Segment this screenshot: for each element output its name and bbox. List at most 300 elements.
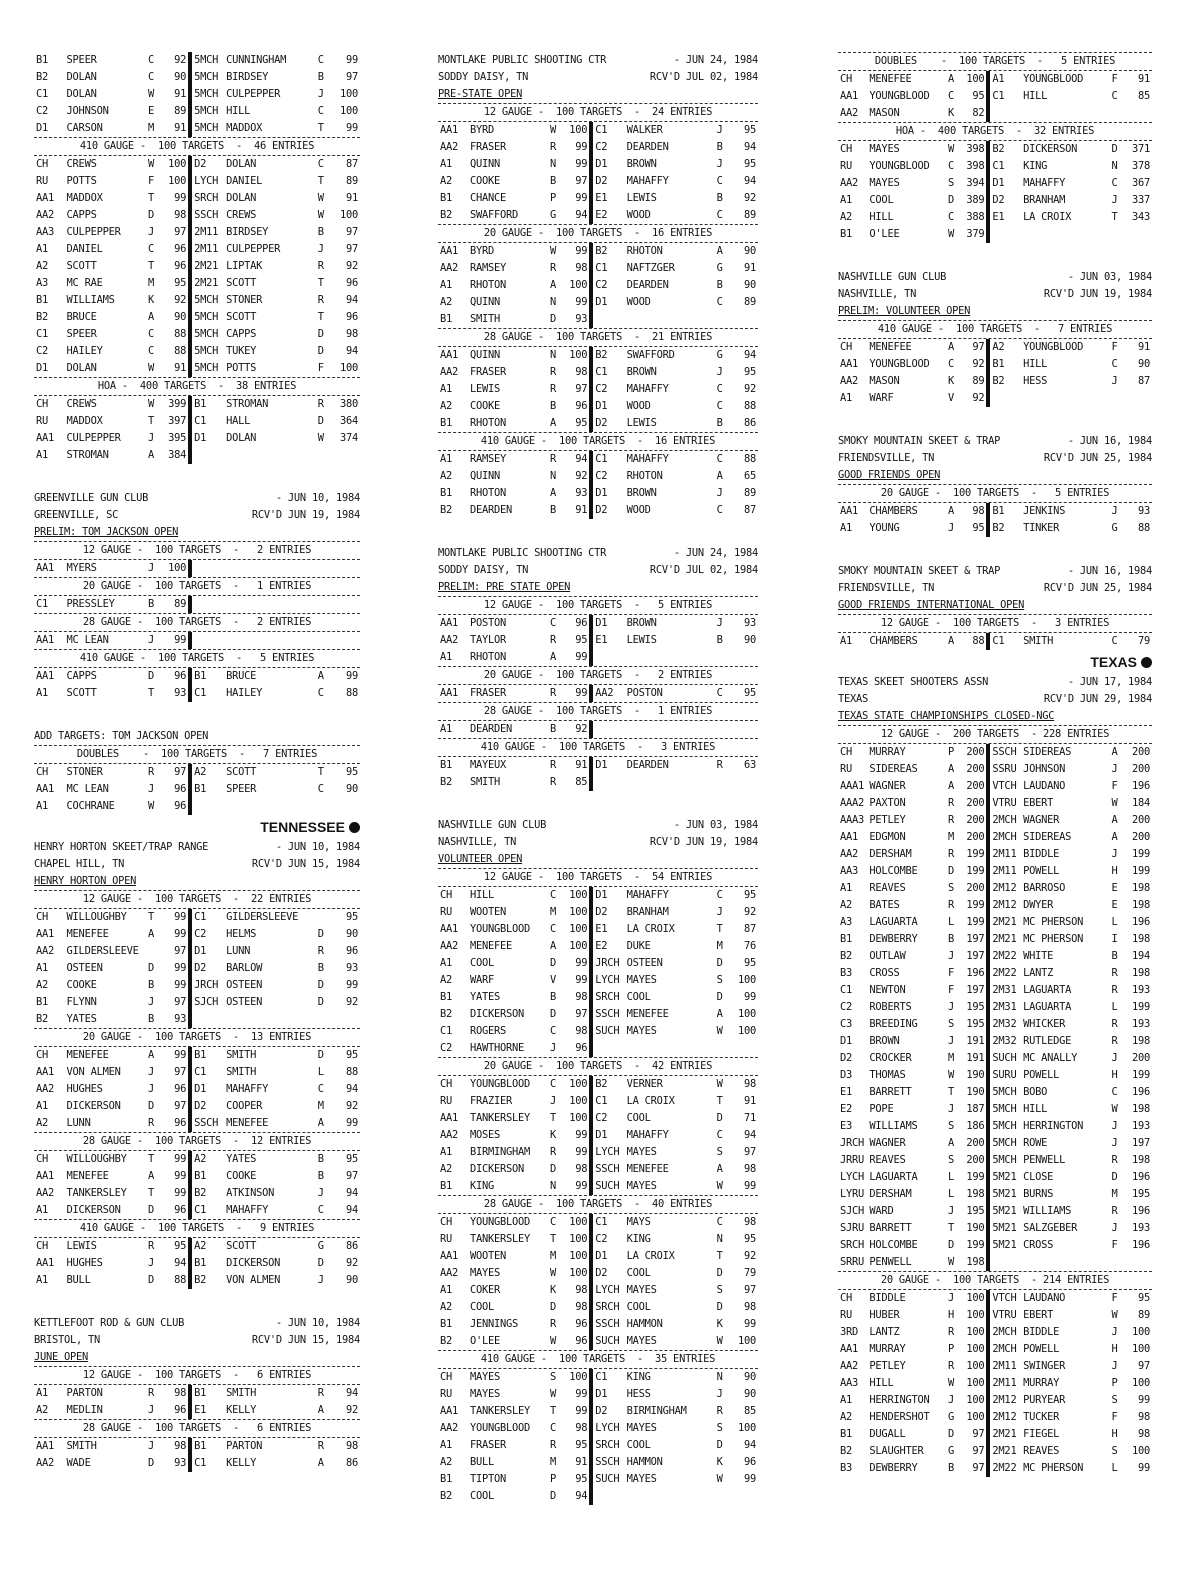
shooter-initial: D bbox=[317, 415, 324, 427]
state-heading bbox=[838, 650, 1152, 674]
class-code: 2MCH bbox=[988, 812, 1021, 829]
class-code: AA1 bbox=[440, 124, 459, 136]
shooter-initial: W bbox=[549, 1267, 556, 1279]
shooter-initial: R bbox=[148, 1387, 155, 1399]
score: 200 bbox=[1131, 814, 1150, 826]
score: 100 bbox=[966, 1377, 985, 1389]
score: 195 bbox=[966, 1001, 985, 1013]
result-row bbox=[838, 846, 1152, 863]
shooter-name bbox=[625, 311, 715, 328]
class-code: AA1 bbox=[440, 245, 459, 257]
result-row bbox=[438, 989, 758, 1006]
result-row bbox=[838, 1135, 1152, 1152]
shooter-initial: L bbox=[1111, 1001, 1118, 1013]
class-code: CH bbox=[840, 341, 853, 353]
shooter-initial: B bbox=[947, 933, 954, 945]
result-row bbox=[438, 1299, 758, 1316]
score: 98 bbox=[743, 1216, 756, 1228]
score: 95 bbox=[575, 1473, 588, 1485]
shooter-initial: A bbox=[317, 1117, 324, 1129]
result-row bbox=[438, 1403, 758, 1420]
column-3 bbox=[838, 52, 1152, 1477]
shooter-name: MAYEUX bbox=[469, 759, 507, 771]
result-row bbox=[34, 430, 360, 447]
result-row bbox=[838, 1426, 1152, 1443]
shooter-name: MAYES bbox=[626, 1335, 657, 1347]
result-row bbox=[438, 1471, 758, 1488]
shooter-name: TUKEY bbox=[226, 345, 257, 357]
shooter-initial: R bbox=[549, 1439, 556, 1451]
results-table bbox=[438, 122, 758, 224]
result-row bbox=[838, 1186, 1152, 1203]
shooter-initial: T bbox=[148, 911, 155, 923]
score: 193 bbox=[1131, 1018, 1150, 1030]
shooter-name: COOL bbox=[626, 1112, 651, 1124]
shooter-name: FRASER bbox=[469, 366, 507, 378]
shooter-initial: C bbox=[317, 687, 324, 699]
result-row bbox=[34, 1255, 360, 1272]
class-code: 5MCH bbox=[190, 120, 224, 137]
score bbox=[728, 311, 758, 328]
shooter-initial: B bbox=[716, 279, 723, 291]
column-2 bbox=[438, 52, 758, 1505]
shooter-initial: B bbox=[716, 141, 723, 153]
class-code: AA1 bbox=[36, 1257, 55, 1269]
shooter-name bbox=[625, 774, 715, 791]
class-code bbox=[190, 1011, 224, 1028]
shooter-initial: M bbox=[947, 831, 954, 843]
class-code: 5M21 bbox=[988, 1186, 1021, 1203]
result-row bbox=[34, 960, 360, 977]
class-code: RU bbox=[840, 160, 853, 172]
shooter-initial: J bbox=[549, 1042, 556, 1054]
score: 90 bbox=[174, 311, 187, 323]
score: 90 bbox=[743, 245, 756, 257]
score: 95 bbox=[743, 366, 756, 378]
score: 94 bbox=[345, 1083, 358, 1095]
received-date: RCV'D JUN 19, 1984 bbox=[649, 836, 758, 848]
class-code: SSCH bbox=[988, 744, 1021, 761]
shooter-name: COOKE bbox=[469, 400, 501, 412]
shooter-initial: J bbox=[317, 88, 324, 100]
results-table bbox=[34, 668, 360, 702]
section-gap bbox=[34, 702, 360, 728]
shooter-name: YOUNGBLOOD bbox=[469, 1078, 531, 1090]
class-code: AA1 bbox=[840, 505, 859, 517]
class-code: 5MCH bbox=[988, 1101, 1021, 1118]
score: 86 bbox=[345, 1240, 358, 1252]
shooter-name: MAHAFFY bbox=[626, 453, 669, 465]
result-row bbox=[438, 1488, 758, 1505]
result-row bbox=[438, 649, 758, 666]
score: 200 bbox=[966, 746, 985, 758]
shoot-name: PRE-STATE OPEN bbox=[438, 88, 523, 100]
class-code: CH bbox=[36, 158, 49, 170]
shooter-name: COKER bbox=[469, 1284, 501, 1296]
shooter-initial: J bbox=[148, 1066, 155, 1078]
shooter-name: HUGHES bbox=[66, 1083, 103, 1095]
shooter-name bbox=[625, 649, 715, 666]
shooter-initial: W bbox=[148, 398, 155, 410]
score: 197 bbox=[966, 933, 985, 945]
location-line bbox=[838, 286, 1152, 303]
class-code: A2 bbox=[440, 296, 453, 308]
score: 198 bbox=[1131, 1035, 1150, 1047]
class-code: AA1 bbox=[440, 1112, 459, 1124]
class-code: CH bbox=[840, 746, 853, 758]
shooter-name: LAGUARTA bbox=[1023, 1001, 1072, 1013]
score: 374 bbox=[339, 432, 358, 444]
class-code: SURU bbox=[988, 1067, 1021, 1084]
shooter-name: MAYES bbox=[626, 1473, 657, 1485]
shooter-initial: K bbox=[549, 1284, 556, 1296]
shooter-initial: T bbox=[716, 1250, 723, 1262]
event-heading: 20 GAUGE - 100 TARGETS - 42 ENTRIES bbox=[438, 1057, 758, 1076]
shooter-initial: R bbox=[549, 141, 556, 153]
result-row bbox=[438, 1076, 758, 1093]
class-code: AA2 bbox=[440, 366, 459, 378]
class-code: LYRU bbox=[840, 1188, 865, 1200]
shoot-date: - JUN 03, 1984 bbox=[673, 819, 758, 831]
shooter-name: YOUNG bbox=[869, 522, 900, 534]
class-code: A1 bbox=[988, 71, 1021, 88]
class-code: C2 bbox=[591, 1110, 624, 1127]
score: 98 bbox=[743, 1163, 756, 1175]
score: 91 bbox=[743, 262, 756, 274]
score: 92 bbox=[972, 358, 985, 370]
class-code: E1 bbox=[988, 209, 1021, 226]
score: 96 bbox=[174, 670, 187, 682]
class-code bbox=[988, 226, 1021, 243]
shooter-initial: C bbox=[947, 90, 954, 102]
shooter-name: POWELL bbox=[1023, 1069, 1060, 1081]
shooter-name: PARTON bbox=[226, 1440, 263, 1452]
class-code: AA1 bbox=[36, 1440, 55, 1452]
state-name: TEXAS bbox=[1090, 654, 1137, 670]
shooter-initial: W bbox=[549, 245, 556, 257]
score: 100 bbox=[966, 1411, 985, 1423]
shooter-name: DOLAN bbox=[66, 362, 97, 374]
class-code bbox=[190, 596, 224, 613]
class-code: B2 bbox=[988, 373, 1021, 390]
shooter-name: BARRETT bbox=[869, 1086, 912, 1098]
score: 198 bbox=[1131, 899, 1150, 911]
shooter-initial: R bbox=[317, 398, 324, 410]
score: 91 bbox=[575, 759, 588, 771]
shooter-initial: J bbox=[947, 1035, 954, 1047]
shooter-initial: J bbox=[148, 1083, 155, 1095]
club-location: NASHVILLE, TN bbox=[838, 288, 917, 300]
shooter-initial: R bbox=[1111, 984, 1118, 996]
shooter-name: MAYES bbox=[469, 1267, 501, 1279]
score: 94 bbox=[345, 1204, 358, 1216]
score: 89 bbox=[1137, 1309, 1150, 1321]
score: 195 bbox=[966, 1018, 985, 1030]
score: 94 bbox=[743, 175, 756, 187]
result-row bbox=[438, 1231, 758, 1248]
shooter-name: COOL bbox=[626, 991, 651, 1003]
shooter-name: TAYLOR bbox=[469, 634, 507, 646]
score: 97 bbox=[972, 341, 985, 353]
results-table bbox=[34, 764, 360, 815]
class-code bbox=[591, 721, 624, 738]
class-code: RU bbox=[36, 415, 49, 427]
score: 200 bbox=[966, 797, 985, 809]
shooter-initial: C bbox=[317, 1083, 324, 1095]
score: 88 bbox=[174, 345, 187, 357]
result-row bbox=[34, 668, 360, 685]
class-code: B1 bbox=[988, 503, 1021, 520]
shooter-name: DEARDEN bbox=[626, 279, 669, 291]
shooter-initial: J bbox=[716, 124, 723, 136]
received-date: RCV'D JUN 15, 1984 bbox=[251, 858, 360, 870]
shooter-name bbox=[224, 632, 316, 649]
shooter-initial: G bbox=[716, 349, 723, 361]
score: 380 bbox=[339, 398, 358, 410]
shooter-name: COOL bbox=[469, 957, 495, 969]
shooter-initial: J bbox=[148, 226, 155, 238]
shooter-initial: J bbox=[947, 522, 954, 534]
class-code bbox=[190, 798, 224, 815]
score: 190 bbox=[966, 1069, 985, 1081]
shooter-initial bbox=[1109, 1254, 1122, 1271]
shooter-name: POWELL bbox=[1023, 1343, 1060, 1355]
score: 97 bbox=[1137, 1360, 1150, 1372]
shooter-name: COOL bbox=[869, 194, 894, 206]
shooter-name: WOOD bbox=[626, 400, 651, 412]
score: 99 bbox=[174, 1153, 187, 1165]
class-code: B1 bbox=[840, 933, 853, 945]
results-table bbox=[34, 1151, 360, 1219]
shooter-name: COOPER bbox=[226, 1100, 263, 1112]
score: 97 bbox=[174, 945, 187, 957]
shooter-initial: J bbox=[148, 1404, 155, 1416]
score: 199 bbox=[966, 865, 985, 877]
class-code: 2MCH bbox=[988, 1324, 1021, 1341]
class-code: B2 bbox=[440, 776, 453, 788]
shooter-initial: D bbox=[947, 1239, 954, 1251]
shooter-name: SCOTT bbox=[226, 1240, 257, 1252]
results-table bbox=[34, 396, 360, 464]
received-date: RCV'D JUN 25, 1984 bbox=[1043, 582, 1152, 594]
shooter-initial: D bbox=[148, 670, 155, 682]
class-code bbox=[190, 632, 224, 649]
shooter-initial bbox=[715, 1040, 728, 1057]
shooter-name: WOOD bbox=[626, 504, 651, 516]
class-code: D1 bbox=[591, 615, 624, 632]
score: 87 bbox=[1137, 375, 1150, 387]
received-date: RCV'D JUN 15, 1984 bbox=[251, 1334, 360, 1346]
club-location: CHAPEL HILL, TN bbox=[34, 858, 125, 870]
result-row bbox=[438, 1178, 758, 1195]
score: 92 bbox=[743, 906, 756, 918]
class-code: SSRU bbox=[988, 761, 1021, 778]
shoot-name: PRELIM: VOLUNTEER OPEN bbox=[838, 305, 971, 317]
class-code: A1 bbox=[36, 243, 49, 255]
shooter-name: MAYES bbox=[469, 1388, 501, 1400]
result-row bbox=[838, 373, 1152, 390]
class-code: 2M31 bbox=[988, 999, 1021, 1016]
section-gap bbox=[838, 407, 1152, 433]
score: 91 bbox=[575, 504, 588, 516]
class-code: B1 bbox=[440, 759, 453, 771]
shooter-initial: T bbox=[549, 1405, 556, 1417]
shooter-name: PARTON bbox=[66, 1387, 103, 1399]
shooter-initial: C bbox=[317, 158, 324, 170]
result-row bbox=[438, 904, 758, 921]
class-code: C3 bbox=[840, 1018, 853, 1030]
score: 95 bbox=[345, 911, 358, 923]
score: 199 bbox=[966, 916, 985, 928]
shooter-name: MYERS bbox=[66, 562, 97, 574]
result-row bbox=[34, 309, 360, 326]
shooter-initial: T bbox=[549, 1233, 556, 1245]
score: 93 bbox=[743, 617, 756, 629]
shooter-initial: B bbox=[148, 598, 155, 610]
shooter-name: WILLIAMS bbox=[1023, 1205, 1072, 1217]
shooter-name: HESS bbox=[1023, 375, 1048, 387]
score bbox=[728, 1040, 758, 1057]
class-code: AA3 bbox=[36, 226, 55, 238]
class-code: AA2 bbox=[840, 177, 859, 189]
shoot-date: - JUN 24, 1984 bbox=[673, 54, 758, 66]
shooter-initial: D bbox=[549, 1008, 556, 1020]
score: 98 bbox=[575, 1284, 588, 1296]
score: 200 bbox=[966, 882, 985, 894]
shooter-initial: B bbox=[549, 400, 556, 412]
shoot-date: - JUN 10, 1984 bbox=[275, 841, 360, 853]
shooter-initial: M bbox=[317, 1100, 324, 1112]
shooter-initial: R bbox=[1111, 1154, 1118, 1166]
class-code: 2MCH bbox=[988, 829, 1021, 846]
score: 95 bbox=[743, 124, 756, 136]
result-row bbox=[438, 887, 758, 904]
class-code: 5MCH bbox=[190, 360, 224, 377]
class-code: D1 bbox=[591, 398, 624, 415]
shooter-name: DERSHAM bbox=[869, 1188, 912, 1200]
score: 187 bbox=[966, 1103, 985, 1115]
results-table bbox=[34, 1385, 360, 1419]
club-header bbox=[838, 674, 1152, 725]
class-code: 5MCH bbox=[988, 1118, 1021, 1135]
class-code: RU bbox=[440, 1388, 453, 1400]
shooter-initial: N bbox=[716, 1233, 723, 1245]
class-code: A1 bbox=[36, 449, 49, 461]
shooter-name: CARSON bbox=[66, 122, 103, 134]
score: 96 bbox=[575, 617, 588, 629]
result-row bbox=[838, 744, 1152, 761]
score: 99 bbox=[174, 979, 187, 991]
shooter-name: MADDOX bbox=[66, 415, 103, 427]
shooter-name bbox=[224, 596, 316, 613]
results-table bbox=[34, 1438, 360, 1472]
shooter-initial: A bbox=[1111, 814, 1118, 826]
class-code: C1 bbox=[591, 1369, 624, 1386]
shooter-initial: F bbox=[1111, 341, 1118, 353]
score: 92 bbox=[743, 192, 756, 204]
shooter-name: POPE bbox=[869, 1103, 894, 1115]
score: 99 bbox=[575, 141, 588, 153]
score: 91 bbox=[174, 88, 187, 100]
class-code: B2 bbox=[440, 1335, 453, 1347]
result-row bbox=[838, 192, 1152, 209]
class-code: AA1 bbox=[36, 562, 55, 574]
score: 93 bbox=[174, 1013, 187, 1025]
shooter-initial: W bbox=[947, 143, 954, 155]
class-code bbox=[190, 560, 224, 577]
score: 92 bbox=[345, 1404, 358, 1416]
score: 99 bbox=[345, 54, 358, 66]
class-code: AA1 bbox=[840, 90, 859, 102]
score: 100 bbox=[1131, 1445, 1150, 1457]
shooter-initial: C bbox=[716, 1129, 723, 1141]
shooter-initial: J bbox=[1111, 375, 1118, 387]
result-row bbox=[438, 1316, 758, 1333]
club-location: GREENVILLE, SC bbox=[34, 509, 119, 521]
score: 96 bbox=[345, 945, 358, 957]
class-code: B1 bbox=[190, 1438, 224, 1455]
shooter-initial: N bbox=[549, 1180, 556, 1192]
shooter-initial: N bbox=[1111, 160, 1118, 172]
class-code: D1 bbox=[190, 943, 224, 960]
result-row bbox=[838, 633, 1152, 650]
shooter-initial: P bbox=[549, 192, 556, 204]
class-code: D2 bbox=[591, 1265, 624, 1282]
shooter-initial: G bbox=[1111, 522, 1118, 534]
shooter-name: WOOD bbox=[626, 209, 651, 221]
shoot-date: - JUN 24, 1984 bbox=[673, 547, 758, 559]
shooter-name: CULPEPPER bbox=[66, 432, 121, 444]
result-row bbox=[438, 347, 758, 364]
shooter-name: HOLCOMBE bbox=[869, 1239, 918, 1251]
result-row bbox=[438, 972, 758, 989]
club-line bbox=[34, 839, 360, 856]
class-code: 5M21 bbox=[988, 1220, 1021, 1237]
score: 99 bbox=[575, 1388, 588, 1400]
score: 100 bbox=[569, 1233, 588, 1245]
result-row bbox=[34, 1272, 360, 1289]
score: 98 bbox=[743, 1078, 756, 1090]
result-row bbox=[838, 1237, 1152, 1254]
shooter-initial: C bbox=[148, 328, 155, 340]
class-code: CH bbox=[36, 1153, 49, 1165]
class-code: B1 bbox=[190, 781, 224, 798]
shooter-name: MC PHERSON bbox=[1023, 1462, 1084, 1474]
score: 195 bbox=[966, 1205, 985, 1217]
shooter-name: RHOTON bbox=[469, 279, 507, 291]
shooter-initial: A bbox=[317, 1457, 324, 1469]
class-code: D2 bbox=[988, 192, 1021, 209]
shooter-name: KING bbox=[1023, 160, 1048, 172]
shooter-initial: R bbox=[317, 294, 324, 306]
class-code: A1 bbox=[840, 392, 853, 404]
class-code: D2 bbox=[190, 156, 224, 173]
result-row bbox=[34, 1455, 360, 1472]
class-code: B1 bbox=[440, 417, 453, 429]
shooter-name: HUBER bbox=[869, 1309, 900, 1321]
score bbox=[1123, 105, 1153, 122]
class-code: AA2 bbox=[840, 848, 859, 860]
class-code: 5M21 bbox=[988, 1169, 1021, 1186]
shooter-initial: T bbox=[148, 1153, 155, 1165]
shooter-name: JOHNSON bbox=[66, 105, 109, 117]
shooter-name: MAHAFFY bbox=[626, 1129, 669, 1141]
shooter-initial: W bbox=[947, 1377, 954, 1389]
shooter-name: HERRINGTON bbox=[869, 1394, 930, 1406]
shooter-initial: S bbox=[947, 177, 954, 189]
class-code: CH bbox=[36, 911, 49, 923]
score bbox=[728, 1488, 758, 1505]
